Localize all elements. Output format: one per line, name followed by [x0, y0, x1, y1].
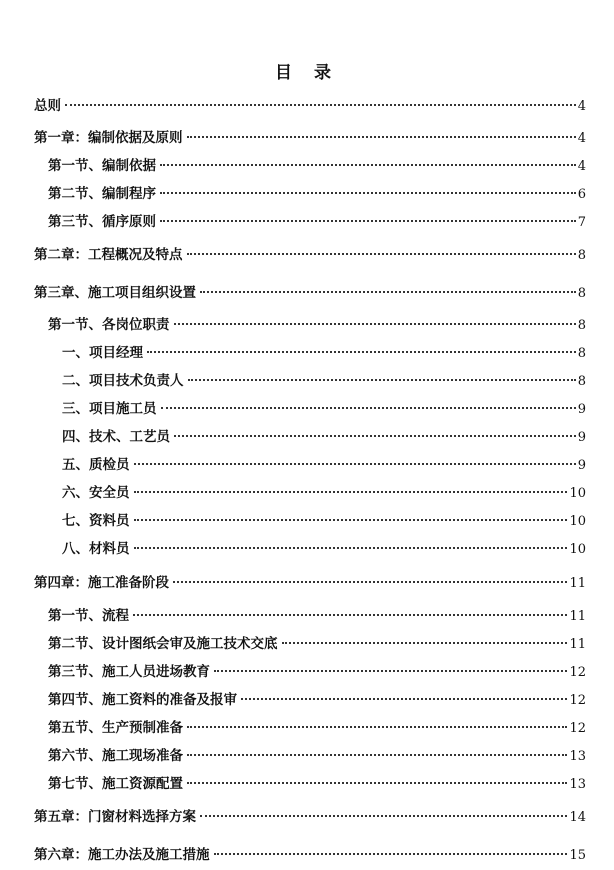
toc-entry-label: 七、资料员: [62, 513, 130, 529]
toc-entry-chapter-6[interactable]: [34, 845, 586, 865]
toc-entry-chapter-3[interactable]: [34, 283, 586, 303]
toc-entry-page: 11: [569, 637, 586, 652]
dot-leader: [214, 853, 568, 855]
toc-entry-label: 一、项目经理: [62, 345, 143, 361]
toc-entry-label: 第五章：门窗材料选择方案: [34, 809, 196, 825]
toc-entry-page: 11: [569, 576, 586, 591]
toc-entry-section[interactable]: [48, 606, 586, 626]
toc-entry-page: 6: [577, 187, 586, 202]
dot-leader: [187, 754, 567, 756]
toc-entry-page: 13: [569, 777, 586, 792]
dot-leader: [241, 698, 567, 700]
toc-entry-section[interactable]: [48, 184, 586, 204]
dot-leader: [200, 291, 576, 293]
toc-entry-page: 8: [577, 318, 586, 333]
toc-title: 目 录: [275, 63, 339, 83]
toc-entry-subsection[interactable]: [62, 483, 586, 503]
toc-entry-page: 15: [569, 848, 586, 863]
toc-entry-page: 4: [577, 99, 586, 114]
dot-leader: [134, 519, 568, 521]
dot-leader: [160, 220, 576, 222]
dot-leader: [214, 670, 567, 672]
toc-entry-page: 4: [577, 131, 586, 146]
toc-entry-page: 12: [569, 665, 586, 680]
toc-entry-page: 11: [569, 609, 586, 624]
dot-leader: [187, 253, 576, 255]
toc-entry-general[interactable]: [34, 96, 586, 116]
toc-entry-section[interactable]: [48, 746, 586, 766]
toc-entry-subsection[interactable]: [62, 371, 586, 391]
dot-leader: [147, 351, 576, 353]
dot-leader: [161, 407, 576, 409]
toc-entry-chapter-2[interactable]: [34, 245, 586, 265]
toc-entry-subsection[interactable]: [62, 399, 586, 419]
toc-entry-section[interactable]: [48, 156, 586, 176]
toc-entry-subsection[interactable]: [62, 455, 586, 475]
dot-leader: [65, 104, 576, 106]
toc-entry-page: 9: [577, 430, 586, 445]
toc-entry-page: 9: [577, 458, 586, 473]
dot-leader: [200, 815, 567, 817]
toc-entry-page: 9: [577, 402, 586, 417]
toc-entry-section[interactable]: [48, 634, 586, 654]
toc-entry-page: 7: [577, 215, 586, 230]
dot-leader: [188, 379, 576, 381]
toc-entry-section[interactable]: [48, 690, 586, 710]
toc-entry-page: 12: [569, 693, 586, 708]
toc-entry-label: 四、技术、工艺员: [62, 429, 170, 445]
toc-entry-label: 第一章：编制依据及原则: [34, 130, 183, 146]
dot-leader: [174, 323, 576, 325]
dot-leader: [187, 726, 567, 728]
toc-entry-subsection[interactable]: [62, 343, 586, 363]
toc-entry-label: 第一节、各岗位职责: [48, 317, 170, 333]
toc-entry-label: 第六节、施工现场准备: [48, 748, 183, 764]
toc-entry-page: 10: [569, 542, 586, 557]
toc-entry-label: 第四章：施工准备阶段: [34, 575, 169, 591]
toc-entry-section[interactable]: [48, 662, 586, 682]
toc-entry-chapter-1[interactable]: [34, 128, 586, 148]
dot-leader: [174, 435, 576, 437]
toc-entry-section[interactable]: [48, 774, 586, 794]
toc-entry-page: 8: [577, 286, 586, 301]
toc-entry-page: 4: [577, 159, 586, 174]
dot-leader: [134, 491, 568, 493]
toc-entry-label: 第一节、编制依据: [48, 158, 156, 174]
toc-entry-subsection[interactable]: [62, 539, 586, 559]
toc-entry-page: 12: [569, 721, 586, 736]
toc-entry-subsection[interactable]: [62, 511, 586, 531]
dot-leader: [160, 192, 576, 194]
toc-entry-chapter-5[interactable]: [34, 807, 586, 827]
toc-entry-label: 五、质检员: [62, 457, 130, 473]
toc-entry-chapter-4[interactable]: [34, 573, 586, 593]
toc-entry-page: 10: [569, 514, 586, 529]
toc-entry-label: 总则: [34, 98, 61, 114]
toc-entry-label: 第二节、编制程序: [48, 186, 156, 202]
toc-entry-label: 第七节、施工资源配置: [48, 776, 183, 792]
toc-entry-label: 二、项目技术负责人: [62, 373, 184, 389]
dot-leader: [282, 642, 568, 644]
dot-leader: [134, 547, 568, 549]
toc-entry-section[interactable]: [48, 212, 586, 232]
toc-entry-label: 第二节、设计图纸会审及施工技术交底: [48, 636, 278, 652]
dot-leader: [133, 614, 567, 616]
dot-leader: [134, 463, 576, 465]
toc-entry-subsection[interactable]: [62, 427, 586, 447]
toc-entry-page: 10: [569, 486, 586, 501]
toc-entry-label: 第六章：施工办法及施工措施: [34, 847, 210, 863]
dot-leader: [160, 164, 576, 166]
toc-entry-label: 第三章、施工项目组织设置: [34, 285, 196, 301]
toc-entry-label: 第五节、生产预制准备: [48, 720, 183, 736]
toc-entry-label: 三、项目施工员: [62, 401, 157, 417]
toc-entry-page: 8: [577, 374, 586, 389]
dot-leader: [187, 136, 576, 138]
dot-leader: [173, 581, 567, 583]
toc-entry-section[interactable]: [48, 718, 586, 738]
toc-entry-page: 8: [577, 346, 586, 361]
toc-entry-label: 第二章：工程概况及特点: [34, 247, 183, 263]
toc-entry-section[interactable]: [48, 315, 586, 335]
toc-entry-label: 第三节、循序原则: [48, 214, 156, 230]
toc-entry-label: 八、材料员: [62, 541, 130, 557]
toc-entry-page: 8: [577, 248, 586, 263]
toc-entry-label: 第三节、施工人员进场教育: [48, 664, 210, 680]
toc-entry-label: 第四节、施工资料的准备及报审: [48, 692, 237, 708]
toc-entry-page: 13: [569, 749, 586, 764]
toc-entry-page: 14: [569, 810, 586, 825]
toc-entry-label: 六、安全员: [62, 485, 130, 501]
dot-leader: [187, 782, 567, 784]
toc-entry-label: 第一节、流程: [48, 608, 129, 624]
